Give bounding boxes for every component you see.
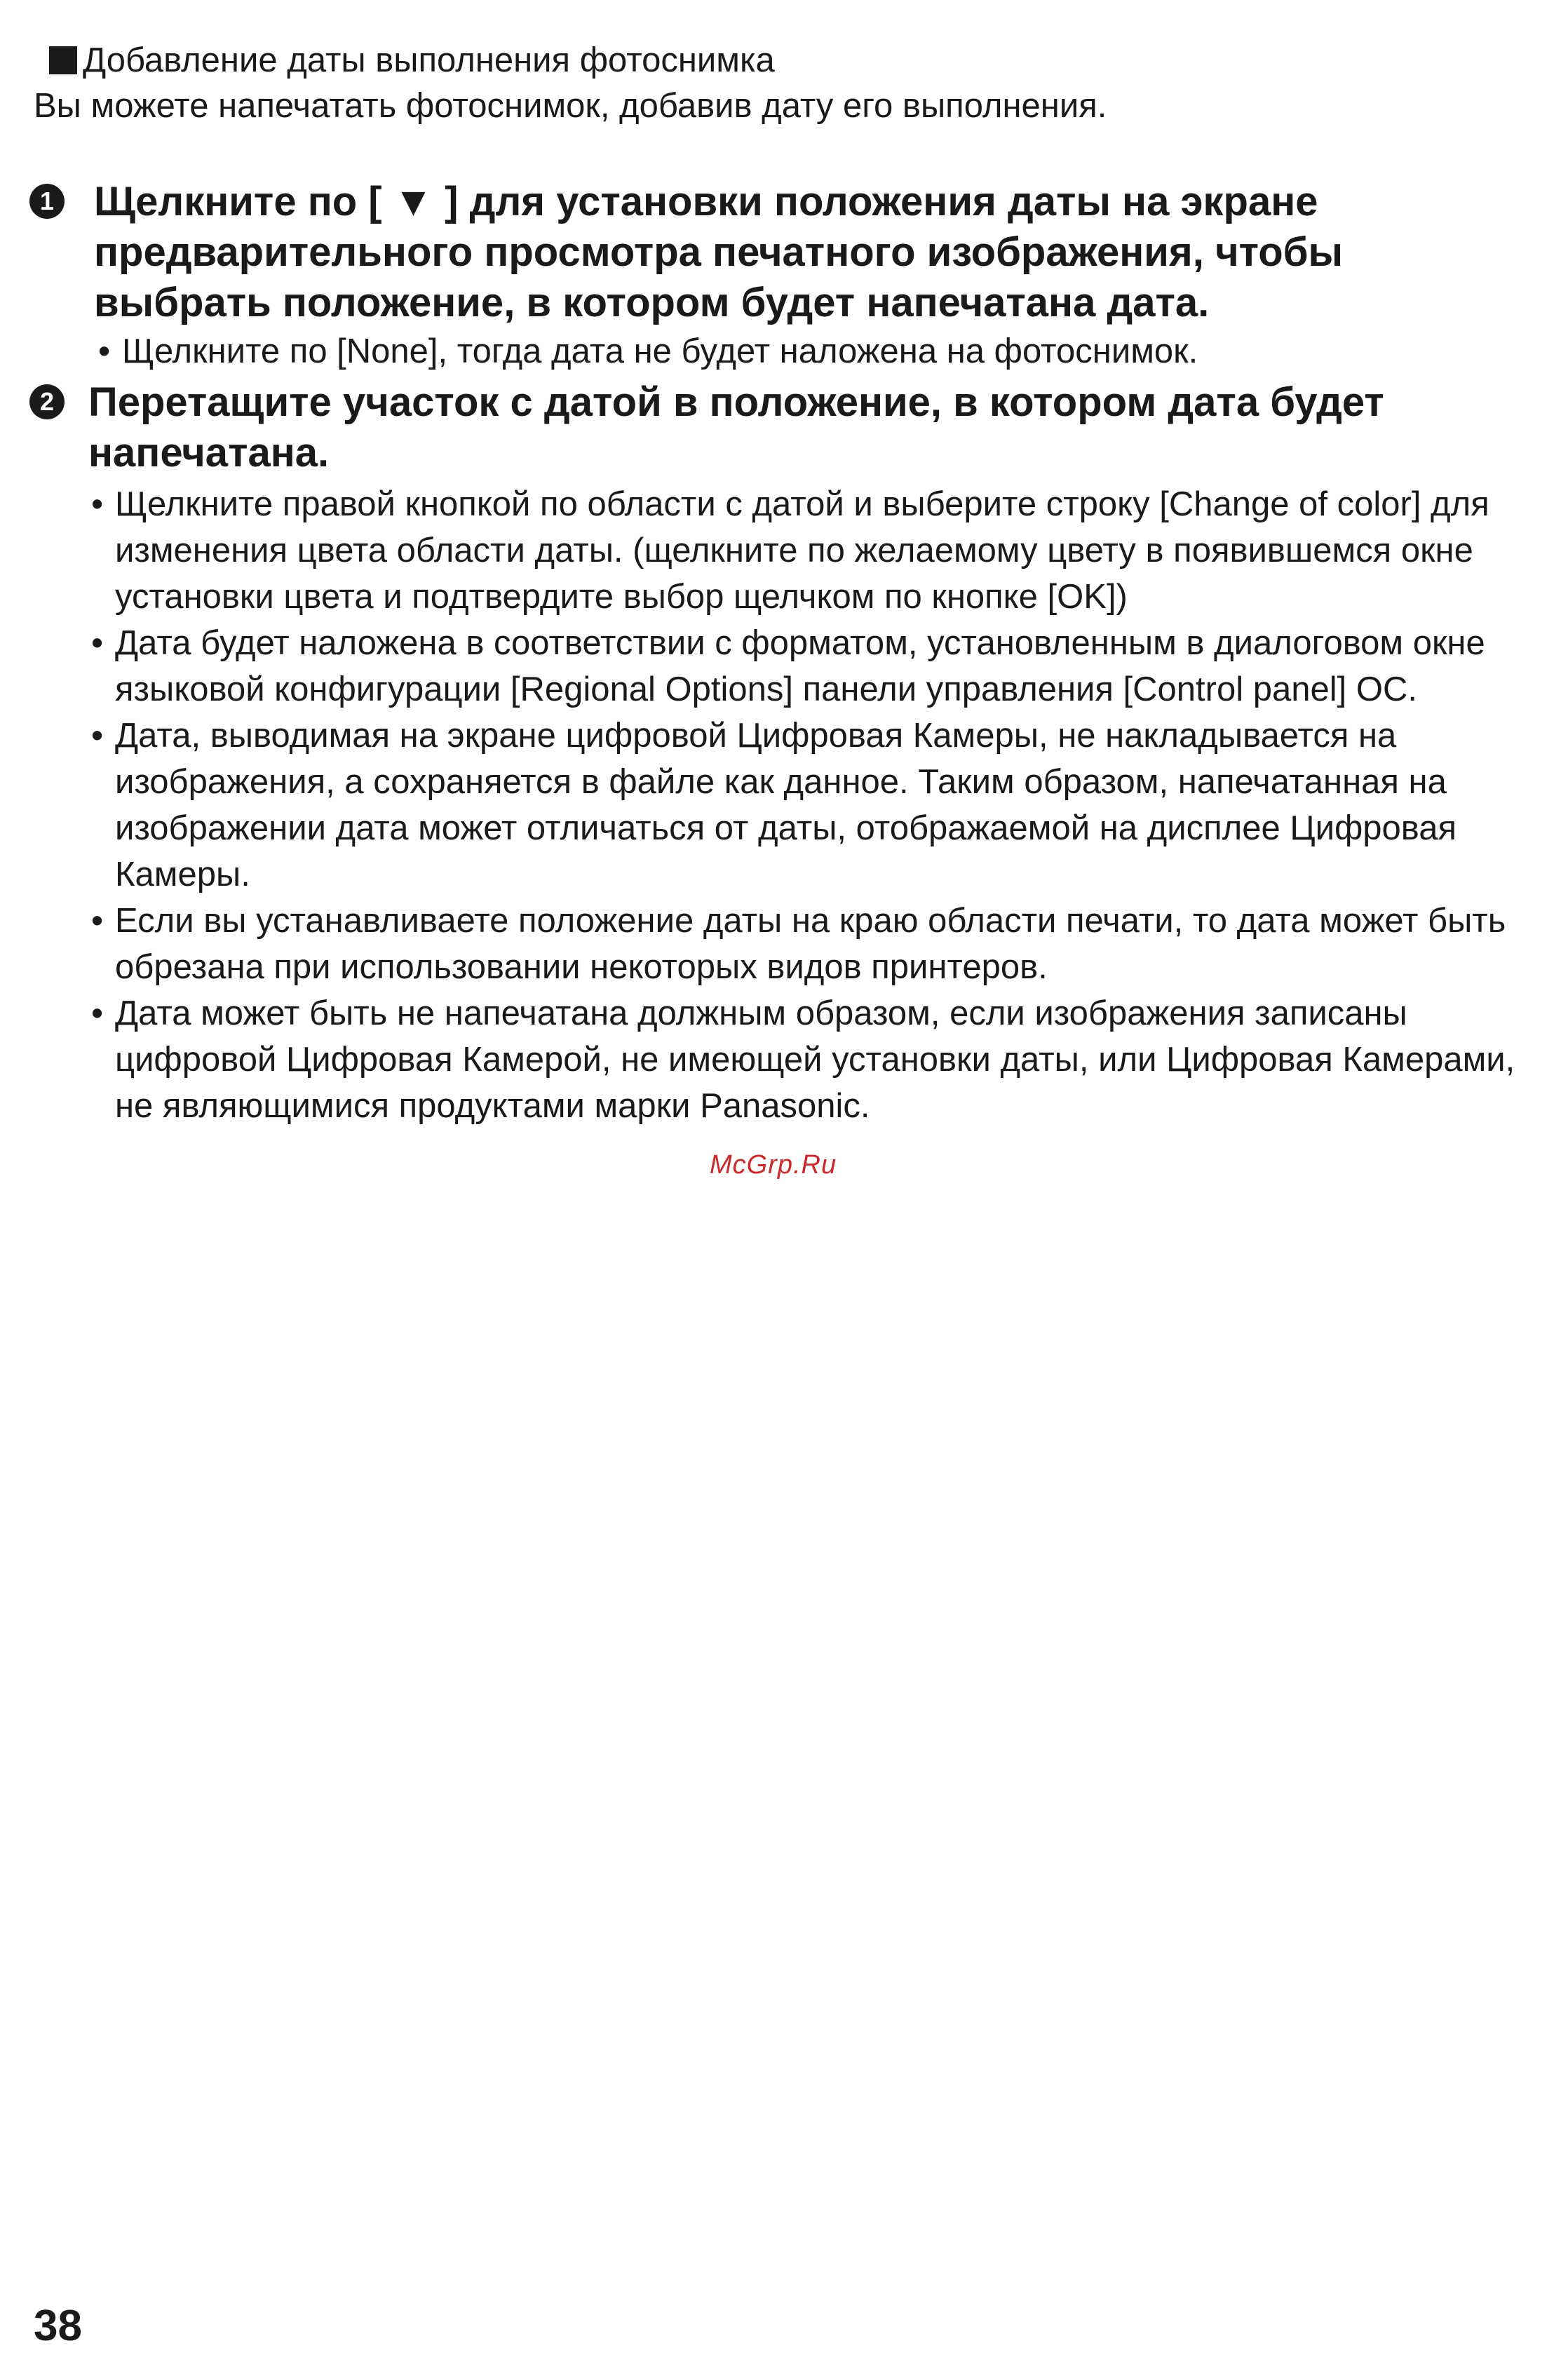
note-item [91, 481, 1516, 620]
page-number: 38 [34, 2302, 82, 2350]
bullet-icon: • [91, 624, 104, 662]
note-item [91, 990, 1516, 1129]
note-text: Щелкните правой кнопкой по области с датой и выберите строку [Change of color] для изменения цвета области даты. (щелкните по желаемому цвету в появившемся окне установки цвета и подтвердите выбор щелчком по кнопке [OK]) [115, 485, 1489, 616]
section-heading-text: Добавление даты выполнения фотоснимка [83, 41, 775, 79]
note-text: Дата может быть не напечатана должным образом, если изображения записаны цифровой Цифровая Камерой, не имеющей установки даты, или Цифровая Камерами, не являющимися продуктами марки Panasonic. [115, 994, 1515, 1125]
step-2-number-icon: 2 [29, 384, 65, 419]
note-item [91, 620, 1516, 713]
step-1-title-text: Щелкните по [ ▼ ] для установки положения даты на экране предварительного просмотра печатного изображения, чтобы выбрать положение, в котором будет напечатана дата. [94, 179, 1344, 325]
bullet-icon: • [91, 717, 104, 755]
note-text: Дата будет наложена в соответствии с форматом, установленным в диалоговом окне языковой конфигурации [Regional Options] панели управления [Control panel] ОС. [115, 624, 1485, 708]
step-1 [29, 177, 1516, 374]
note-item [98, 328, 1516, 374]
step-1-notes [98, 328, 1516, 374]
step-2-title [29, 377, 1516, 478]
bullet-icon: • [98, 332, 111, 370]
section-heading [49, 39, 775, 81]
step-2 [29, 377, 1516, 1129]
note-text: Щелкните по [None], тогда дата не будет наложена на фотоснимок. [122, 332, 1198, 370]
note-item [91, 713, 1516, 898]
bullet-icon: • [91, 902, 104, 940]
note-text: Дата, выводимая на экране цифровой Цифровая Камеры, не накладывается на изображения, а сохраняется в файле как данное. Таким образом, напечатанная на изображении дата может отличаться от даты, отображаемой на дисплее Цифровая Камеры. [115, 717, 1457, 893]
step-2-notes [91, 481, 1516, 1129]
note-text: Если вы устанавливаете положение даты на краю области печати, то дата может быть обрезана при использовании некоторых видов принтеров. [115, 902, 1506, 986]
step-1-title [29, 177, 1516, 328]
note-item [91, 898, 1516, 990]
step-1-number-icon: 1 [29, 184, 65, 219]
bullet-icon: • [91, 485, 104, 523]
intro-text: Вы можете напечатать фотоснимок, добавив дату его выполнения. [34, 87, 1107, 125]
step-2-title-text: Перетащите участок с датой в положение, в котором дата будет напечатана. [88, 379, 1384, 475]
watermark: McGrp.Ru [710, 1150, 837, 1180]
bullet-icon: • [91, 994, 104, 1032]
square-bullet-icon [49, 46, 77, 74]
